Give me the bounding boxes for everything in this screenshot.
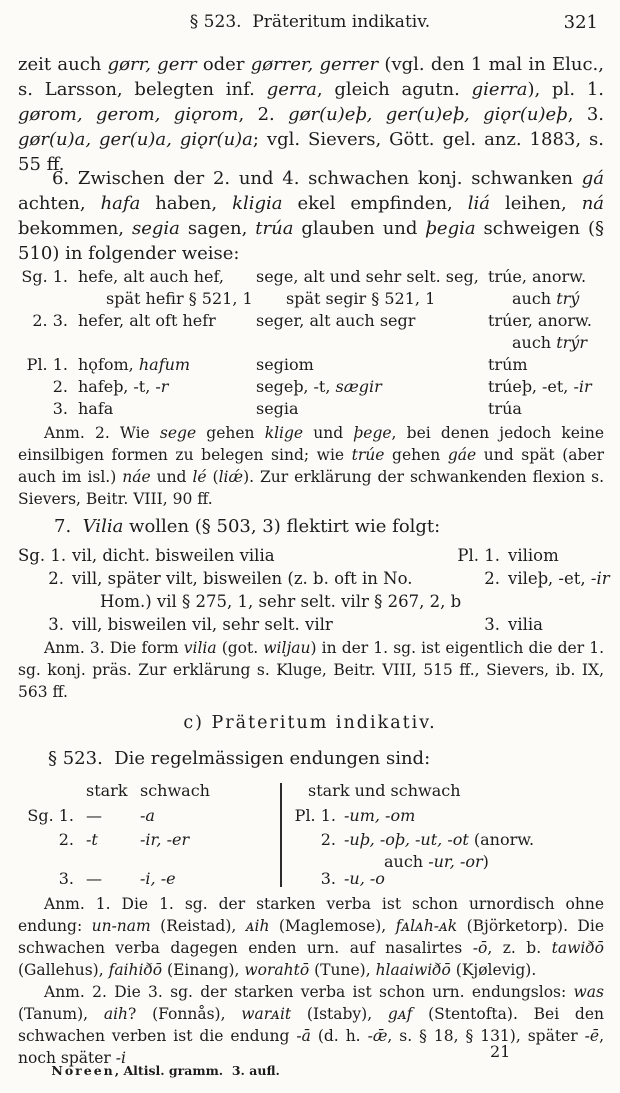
subsection-heading: c) Präteritum indikativ. [183, 713, 437, 733]
row-label: Pl. 1. [26, 355, 68, 374]
table-cell: hafa [78, 399, 114, 418]
table-cell: trúe, anorw. auch trý [488, 267, 587, 308]
table-cell: vilia [508, 615, 543, 634]
running-title: § 523. Präteritum indikativ. [189, 12, 431, 32]
table-cell: hǫfom, hafum [78, 355, 191, 374]
table-row-continuation: auch -ur, -or) [384, 852, 489, 871]
table-row: Sg. 1. — -a [27, 806, 155, 825]
row-label: 2. [484, 569, 500, 588]
endings-right-block [286, 781, 604, 893]
vilia-table [18, 544, 610, 636]
table-row: 2. -uþ, -oþ, -ut, -ot (anorw. [320, 830, 535, 849]
table-row [18, 354, 604, 376]
annotation-2-bottom: Anm. 2. Die 3. sg. der starken verba ist schon urn. endungslos: was (Tanum), aih? (Fonnås), warᴀit (Istaby), gᴀf (Stentofta). Bei den schwachen verben ist die endung -ā (d. h. -ǣ, s. § 18, § 131), später -ē, noch später -i [18, 983, 604, 1067]
table-cell: segeþ, -t, sægir [256, 377, 382, 396]
column-divider [280, 783, 282, 887]
table-row [18, 544, 604, 567]
footer-work: , Altisl. gramm. 3. aufl. [114, 1063, 280, 1078]
page-header [0, 12, 620, 32]
table-cell: hefer, alt oft hefr [78, 311, 216, 330]
table-row [18, 310, 604, 354]
paragraph-item-6: 6. Zwischen der 2. und 4. schwachen konj. schwanken gá achten, hafa haben, kligia ekel empfinden, liá leihen, ná bekommen, segia sagen, trúa glauben und þegia schweigen (§ 510) in folgender weise: [18, 168, 605, 264]
endings-table [18, 781, 604, 897]
table-cell: trúer, anorw. auch trýr [488, 311, 592, 352]
footer-signature [34, 1048, 280, 1093]
section-523-intro: § 523. Die regelmässigen endungen sind: [48, 748, 431, 769]
table-cell: hefe, alt auch hef, spät hefir § 521, 1 [78, 267, 253, 308]
table-cell: hafeþ, -t, -r [78, 377, 169, 396]
row-label: 3. [48, 615, 64, 634]
column-headers [286, 781, 604, 806]
table-row [18, 398, 604, 420]
table-cell: viliom [508, 546, 559, 565]
table-cell: seger, alt auch segr [256, 311, 416, 330]
endings-left-block [18, 781, 278, 893]
header-stark: stark [86, 781, 128, 800]
row-label: 2. [48, 569, 64, 588]
table-cell: segiom [256, 355, 314, 374]
header-stark-und-schwach: stark und schwach [308, 781, 461, 800]
table-row [18, 567, 610, 613]
row-label: 3. [484, 615, 500, 634]
table-row [18, 613, 604, 636]
paradigm-table [18, 266, 604, 420]
section-7-heading: 7. Vilia wollen (§ 503, 3) flektirt wie folgt: [54, 516, 441, 537]
table-cell: vileþ, -et, -ir [508, 569, 610, 588]
table-cell: vil, dicht. bisweilen vilia [72, 546, 275, 565]
annotation-1-bottom: Anm. 1. Die 1. sg. der starken verba ist schon urnordisch ohne endung: un-nam (Reistad), ᴀih (Maglemose), fᴀlᴀh-ᴀk (Björketorp). Die schwachen verba dagegen enden urn. auf nasalirtes -ō, z. b. tawiðō (Gallehus), faihiðō (Einang), worahtō (Tune), hlaaiwiðō (Kjølevig). [18, 895, 604, 979]
row-label: Sg. 1. [21, 267, 68, 286]
table-row: 3. -u, -o [320, 869, 385, 888]
sheet-number: 21 [490, 1042, 511, 1061]
table-cell: vill, später vilt, bisweilen (z. b. oft in No. Hom.) vil § 275, 1, sehr selt. vilr § 267, 2, b [72, 569, 462, 611]
table-row: 2. -t -ir, -er [58, 830, 190, 849]
table-cell: vill, bisweilen vil, sehr selt. vilr [72, 615, 333, 634]
table-cell: trúa [488, 399, 522, 418]
table-cell: segia [256, 399, 299, 418]
table-cell: trúeþ, -et, -ir [488, 377, 592, 396]
table-row [18, 266, 604, 310]
row-label: 2. 3. [32, 311, 68, 330]
paragraph-continuation: zeit auch gørr, gerr oder gørrer, gerrer (vgl. den 1 mal in Eluc., s. Larsson, belegten inf. gerra, gleich agutn. gierra), pl. 1. gørom, gerom, giǫrom, 2. gør(u)eþ, ger(u)eþ, giǫr(u)eþ, 3. gør(u)a, ger(u)a, giǫr(u)a; vgl. Sievers, Gött. gel. anz. 1883, s. 55 ff. [18, 54, 604, 175]
header-schwach: schwach [140, 781, 210, 800]
row-label: Pl. 1. [457, 546, 500, 565]
annotation-3: Anm. 3. Die form vilia (got. wiljau) in der 1. sg. ist eigentlich die der 1. sg. konj. präs. Zur erklärung s. Kluge, Beitr. VIII, 515 ff., Sievers, ib. IX, 563 ff. [18, 639, 605, 701]
row-label: 2. [52, 377, 68, 396]
row-label: Sg. 1. [18, 546, 67, 565]
table-row: 3. — -i, -e [58, 869, 176, 888]
table-row [18, 376, 604, 398]
row-label: 3. [52, 399, 68, 418]
page-number: 321 [563, 12, 598, 33]
table-cell: trúm [488, 355, 528, 374]
footer-author: Noreen [51, 1063, 115, 1078]
annotation-2-paradigm: Anm. 2. Wie sege gehen klige und þege, bei denen jedoch keine einsilbigen formen zu belegen sind; wie trúe gehen gáe und spät (aber auch im isl.) náe und lé (liǽ). Zur erklärung der schwankenden flexion s. Sievers, Beitr. VIII, 90 ff. [18, 424, 605, 508]
table-cell: sege, alt und sehr selt. seg, spät segir § 521, 1 [256, 267, 479, 308]
column-headers [18, 781, 278, 806]
table-row: Pl. 1. -um, -om [294, 806, 416, 825]
